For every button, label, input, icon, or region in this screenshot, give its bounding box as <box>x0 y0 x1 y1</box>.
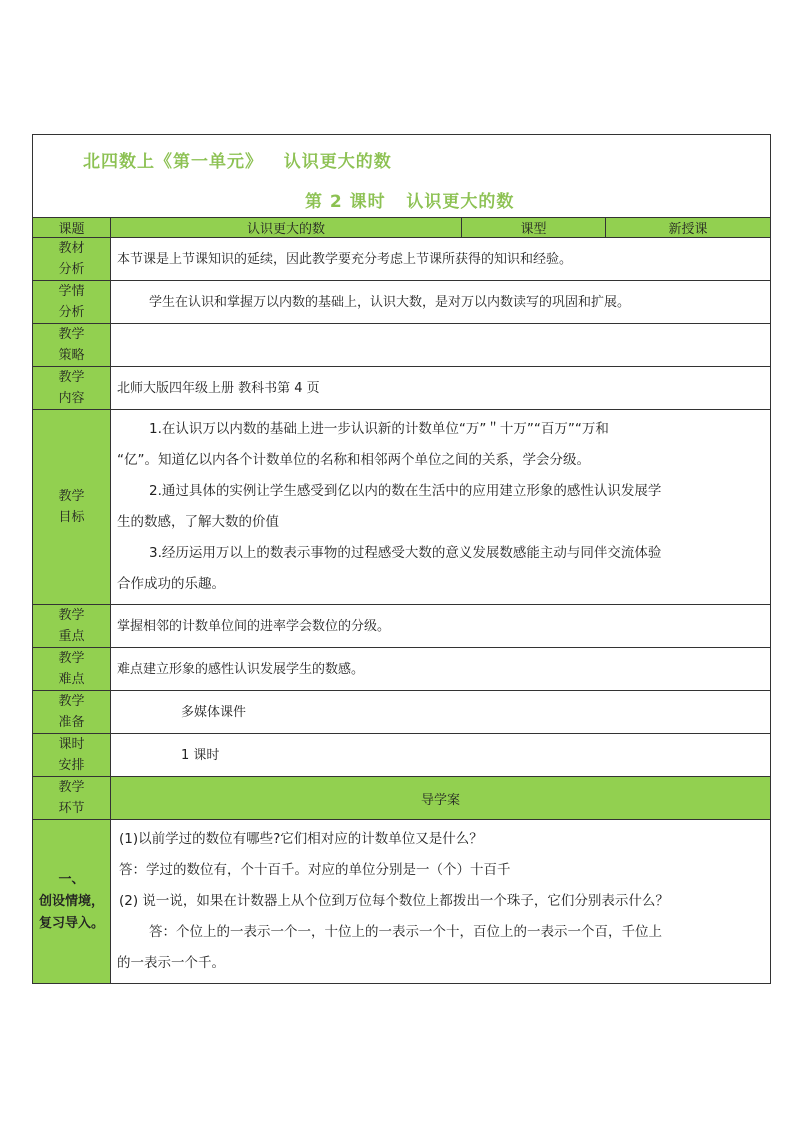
step1-content <box>111 820 771 984</box>
title-line-1: 北四数上《第一单元》 认识更大的数 <box>83 152 392 172</box>
label-line: 教学 <box>58 608 85 623</box>
label-jiaoxue-nandian <box>33 648 111 691</box>
label-line: 环节 <box>58 801 85 816</box>
label-jiaoxue-celue <box>33 324 111 367</box>
step1-answer-2-line-1: 答：个位上的一表示一个一，十位上的一表示一个十，百位上的一表示一个百，千位上 <box>149 924 662 940</box>
label-line: 策略 <box>58 348 85 363</box>
label-jiaoxue-neirong <box>33 367 111 410</box>
label-jiaocai-fenxi <box>33 238 111 281</box>
label-line: 教学 <box>58 489 85 504</box>
jiaoxue-nandian-text: 难点建立形象的感性认识发展学生的数感。 <box>111 648 771 691</box>
step1-answer-2-line-2: 的一表示一个千。 <box>117 955 225 971</box>
label-jiaoxue-zhunbei <box>33 691 111 734</box>
label-jiaoxue-zhongdian <box>33 605 111 648</box>
daoxuean-heading: 导学案 <box>111 777 771 820</box>
goal-1-line-2: “亿”。知道亿以内各个计数单位的名称和相邻两个单位之间的关系，学会分级。 <box>117 452 590 468</box>
jiaoxue-neirong-text: 北师大版四年级上册 教科书第 4 页 <box>111 367 771 410</box>
label-line: 一、 <box>58 871 85 887</box>
label-line: 教材 <box>58 241 85 256</box>
label-line: 教学 <box>58 780 85 795</box>
goal-3-line-1: 3.经历运用万以上的数表示事物的过程感受大数的意义发展数感能主动与同伴交流体验 <box>149 545 662 561</box>
lesson-plan-table <box>32 134 771 984</box>
title-block <box>33 135 771 218</box>
label-line: 安排 <box>58 758 85 773</box>
label-keti: 课题 <box>33 218 111 238</box>
jiaoxue-zhongdian-text: 掌握相邻的计数单位间的进率学会数位的分级。 <box>111 605 771 648</box>
label-kexing: 课型 <box>462 218 606 238</box>
goal-1-line-1: 1.在认识万以内数的基础上进一步认识新的计数单位“万”＂十万”“百万”“万和 <box>149 421 609 437</box>
label-line: 课时 <box>58 737 85 752</box>
label-line: 重点 <box>58 629 85 644</box>
label-step1 <box>33 820 111 984</box>
keti-value: 认识更大的数 <box>111 218 462 238</box>
goal-2-line-2: 生的数感，了解大数的价值 <box>117 514 279 530</box>
label-line: 教学 <box>58 651 85 666</box>
label-line: 创设情境， <box>38 893 104 909</box>
label-keshi-anpai <box>33 734 111 777</box>
label-line: 分析 <box>58 305 85 320</box>
xueqing-fenxi-text: 学生在认识和掌握万以内数的基础上，认识大数，是对万以内数读写的巩固和扩展。 <box>111 281 771 324</box>
label-line: 难点 <box>58 672 85 687</box>
goal-3-line-2: 合作成功的乐趣。 <box>117 576 225 592</box>
label-line: 教学 <box>58 370 85 385</box>
step1-question-2: (2) 说一说，如果在计数器上从个位到万位每个数位上都拨出一个珠子，它们分别表示什么？ <box>119 893 669 909</box>
label-line: 分析 <box>58 262 85 277</box>
jiaoxue-mubiao-content <box>111 410 771 605</box>
goal-2-line-1: 2.通过具体的实例让学生感受到亿以内的数在生活中的应用建立形象的感性认识发展学 <box>149 483 662 499</box>
step1-answer-1: 答：学过的数位有，个十百千。对应的单位分别是一（个）十百千 <box>119 862 511 878</box>
label-jiaoxue-mubiao <box>33 410 111 605</box>
label-line: 目标 <box>58 510 85 525</box>
label-jiaoxue-huanjie <box>33 777 111 820</box>
step1-question-1: (1)以前学过的数位有哪些?它们相对应的计数单位又是什么？ <box>119 831 483 847</box>
keshi-anpai-text: 1 课时 <box>111 734 771 777</box>
jiaoxue-zhunbei-text: 多媒体课件 <box>111 691 771 734</box>
label-line: 教学 <box>58 694 85 709</box>
label-line: 教学 <box>58 327 85 342</box>
lesson-plan-document <box>32 134 770 971</box>
kexing-value: 新授课 <box>606 218 771 238</box>
label-line: 复习导入。 <box>38 915 104 931</box>
jiaocai-fenxi-text: 本节课是上节课知识的延续，因此教学要充分考虑上节课所获得的知识和经验。 <box>111 238 771 281</box>
jiaoxue-celue-text <box>111 324 771 367</box>
label-line: 内容 <box>58 391 85 406</box>
label-xueqing-fenxi <box>33 281 111 324</box>
label-line: 准备 <box>58 715 85 730</box>
label-line: 学情 <box>58 284 85 299</box>
title-line-2: 第 2 课时 认识更大的数 <box>305 192 515 212</box>
